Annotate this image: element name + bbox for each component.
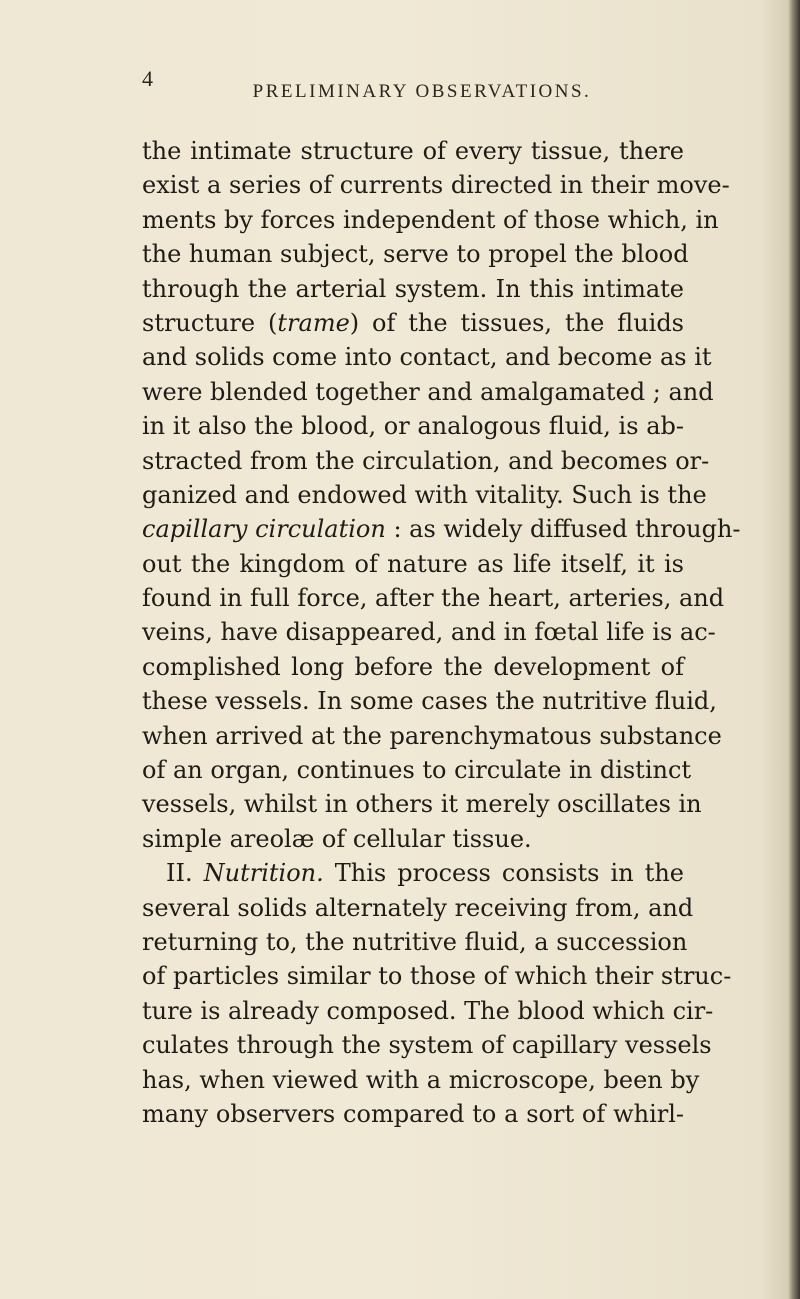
text-run: II. [166, 859, 204, 888]
text-line: complished long before the development of [142, 652, 684, 681]
italic-term-nutrition: Nutrition. [203, 859, 324, 888]
text-line: were blended together and amalgamated ; and [142, 377, 714, 406]
text-run: ) of the tissues, the fluids [349, 308, 685, 337]
text-line: the human subject, serve to propel the blood [142, 240, 689, 269]
text-line: of particles similar to those of which their struc- [142, 962, 732, 991]
text-line: ments by forces independent of those which, in [142, 205, 719, 234]
text-line: through the arterial system. In this intimate [142, 274, 684, 303]
page-number: 4 [142, 66, 153, 91]
text-line: culates through the system of capillary vessels [142, 1031, 712, 1060]
text-line: out the kingdom of nature as life itself, it is [142, 549, 684, 578]
text-line: and solids come into contact, and become as it [142, 343, 712, 372]
text-line: veins, have disappeared, and in fœtal life is ac- [142, 618, 716, 647]
text-line: when arrived at the parenchymatous substance [142, 721, 722, 750]
running-head: PRELIMINARY OBSERVATIONS. [252, 81, 592, 102]
text-line: these vessels. In some cases the nutritive fluid, [142, 687, 717, 716]
text-line: ganized and endowed with vitality. Such is the [142, 480, 707, 509]
text-line: vessels, whilst in others it merely oscillates in [142, 790, 702, 819]
text-line: stracted from the circulation, and becomes or- [142, 446, 710, 475]
text-line [142, 856, 684, 890]
page-binding-edge [788, 0, 800, 1299]
text-line [142, 306, 684, 340]
italic-term-trame: trame [277, 308, 350, 337]
text-line: several solids alternately receiving from, and [142, 893, 694, 922]
text-run: : as widely diffused through- [385, 515, 741, 544]
text-line: returning to, the nutritive fluid, a succession [142, 927, 688, 956]
text-line: has, when viewed with a microscope, been by [142, 1065, 700, 1094]
text-line: exist a series of currents directed in their move- [142, 171, 730, 200]
text-line: ture is already composed. The blood which cir- [142, 996, 714, 1025]
text-line: of an organ, continues to circulate in distinct [142, 756, 692, 785]
text-line: the intimate structure of every tissue, there [142, 137, 684, 165]
italic-term-capillary-circulation: capillary circulation [142, 515, 386, 544]
text-line: found in full force, after the heart, arteries, and [142, 584, 725, 613]
body-text [142, 134, 741, 1131]
text-line: simple areolæ of cellular tissue. [142, 824, 532, 853]
text-run: structure ( [142, 308, 278, 337]
text-line: many observers compared to a sort of whirl- [142, 1099, 684, 1128]
text-run: This process consists in the [323, 859, 685, 888]
text-line: in it also the blood, or analogous fluid, is ab- [142, 412, 684, 441]
text-line [142, 512, 741, 546]
